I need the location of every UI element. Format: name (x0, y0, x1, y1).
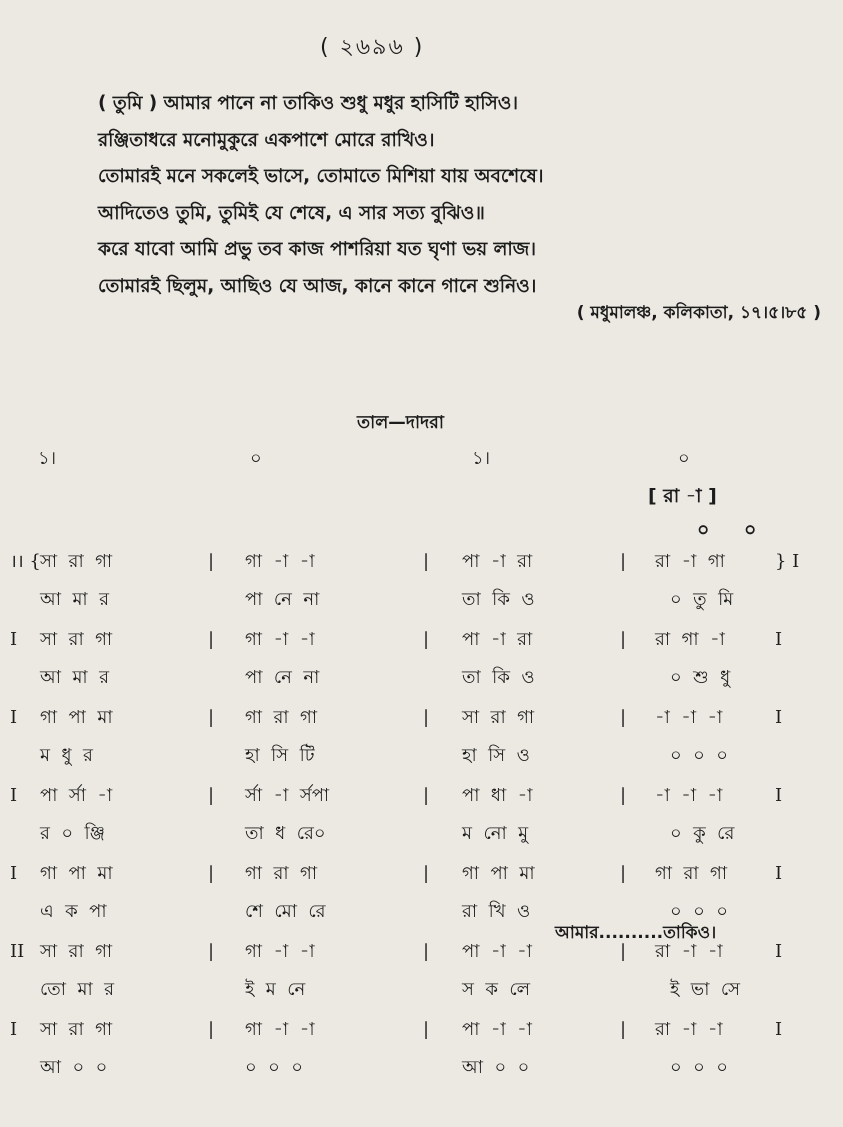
end-barline: I (775, 707, 783, 728)
lyric-group: আ ০ ০ (462, 1057, 530, 1078)
lyric-group: ০ শু ধু (670, 667, 731, 688)
barline: | (423, 941, 430, 962)
swara-group: গা -া -া (245, 1019, 315, 1040)
poem-line: করে যাবো আমি প্রভু তব কাজ পাশরিয়া যত ঘৃণা ভয় লাজ। (98, 239, 536, 260)
tal-heading: তাল—দাদরা (357, 413, 444, 433)
swara-group: গা পা মা (40, 863, 113, 884)
swara-group: গা রা গা (655, 863, 728, 884)
swara-group: পা ধা -া (462, 785, 533, 806)
swara-group: গা -া -া (245, 629, 315, 650)
lyric-group: আ মা র (40, 589, 109, 610)
lyric-group: ই ম নে (245, 979, 306, 1000)
notation-swara-row (0, 1016, 843, 1054)
notation-lyric-row (0, 820, 843, 860)
barline: | (620, 863, 627, 884)
lyric-group: তা কি ও (462, 589, 535, 610)
swara-group: সা রা গা (40, 1019, 113, 1040)
barline: | (620, 551, 627, 572)
barline: | (208, 551, 215, 572)
notation-lyric-row (0, 898, 843, 938)
lyric-group: পা নে না (245, 589, 320, 610)
lyric-group: রা খি ও (462, 901, 531, 922)
barline: | (620, 707, 627, 728)
lyric-group: ০ ০ ০ (670, 1057, 728, 1078)
swara-group: গা রা গা (245, 707, 318, 728)
notation-lyric-row (0, 586, 843, 626)
notation-lyric-row (0, 742, 843, 782)
barline: | (423, 863, 430, 884)
intro-marks: ০ ০ (697, 519, 771, 541)
lyric-group: হা সি ও (462, 745, 530, 766)
start-barline: ।। { (10, 551, 41, 572)
beat-marker: ০ (678, 448, 690, 469)
lyric-group: আ ০ ০ (40, 1057, 108, 1078)
swara-group: পা র্সা -া (40, 785, 113, 806)
intro-swara: [ রা -া ] (648, 485, 717, 507)
end-barline: I (775, 1019, 783, 1040)
notation-swara-row (0, 704, 843, 742)
lyric-group: ০ ০ ০ (670, 745, 728, 766)
notation-swara-row (0, 860, 843, 898)
barline: | (423, 707, 430, 728)
lyric-group: ম ধু র (40, 745, 93, 766)
lyric-group: পা নে না (245, 667, 320, 688)
lyric-group: স ক লে (462, 979, 531, 1000)
notation-lyric-row (0, 664, 843, 704)
lyric-group: ০ তু মি (670, 589, 734, 610)
lyric-group: ০ কু রে (670, 823, 735, 844)
lyric-group: হা সি টি (245, 745, 315, 766)
notation-swara-row (0, 626, 843, 664)
poem-source: ( মধুমালঞ্চ, কলিকাতা, ১৭।৫।৮৫ ) (576, 303, 821, 323)
lyric-group: ম নো মু (462, 823, 529, 844)
lyric-group: তো মা র (40, 979, 115, 1000)
swara-group: গা পা মা (462, 863, 535, 884)
swara-group: রা -া -া (655, 941, 723, 962)
notation-swara-row (0, 548, 843, 586)
lyric-group: এ ক পা (40, 901, 107, 922)
page-number: ( ২৬৯৬ ) (320, 35, 425, 60)
start-barline: I (10, 1019, 18, 1040)
swara-group: রা -া গা (655, 551, 725, 572)
lyric-group: ই ভা সে (670, 979, 741, 1000)
start-barline: I (10, 785, 18, 806)
poem-line: তোমারই ছিলুম, আছিও যে আজ, কানে কানে গানে শুনিও। (98, 275, 537, 297)
swara-group: পা -া রা (462, 629, 533, 650)
end-barline: } I (775, 551, 800, 572)
swara-group: সা রা গা (40, 629, 113, 650)
barline: | (208, 1019, 215, 1040)
lyric-group: ০ ০ ০ (670, 901, 728, 922)
barline: | (620, 629, 627, 650)
barline: | (423, 629, 430, 650)
poem-line: রঞ্জিতাধরে মনোমুকুরে একপাশে মোরে রাখিও। (98, 129, 435, 151)
poem-line: আদিতেও তুমি, তুমিই যে শেষে, এ সার সত্য বুঝিও॥ (98, 202, 485, 224)
poem-line: ( তুমি ) আমার পানে না তাকিও শুধু মধুর হাসিটি হাসিও। (98, 93, 518, 114)
start-barline: I (10, 863, 18, 884)
barline: | (620, 785, 627, 806)
barline: | (620, 1019, 627, 1040)
beat-marker: ০ (250, 448, 262, 469)
swara-group: পা -া রা (462, 551, 533, 572)
lyric-group: শে মো রে (245, 901, 326, 922)
poem-block (98, 86, 788, 305)
swara-group: পা -া -া (462, 1019, 532, 1040)
swara-group: রা গা -া (655, 629, 725, 650)
swara-group: -া -া -া (655, 707, 723, 728)
lyric-group: ০ ০ ০ (245, 1057, 303, 1078)
barline: | (208, 863, 215, 884)
barline: | (208, 629, 215, 650)
barline: | (423, 785, 430, 806)
notation-swara-row (0, 782, 843, 820)
lyric-group: তা ধ রে০ (245, 823, 326, 844)
swara-group: গা -া -া (245, 551, 315, 572)
start-barline: I (10, 629, 18, 650)
barline: | (620, 941, 627, 962)
lyric-group: র ০ ঞ্জি (40, 823, 106, 844)
swara-group: -া -া -া (655, 785, 723, 806)
lyric-group: আ মা র (40, 667, 109, 688)
barline: | (208, 941, 215, 962)
poem-line: তোমারই মনে সকলেই ভাসে, তোমাতে মিশিয়া যায় অবশেষে। (98, 166, 544, 187)
barline: | (208, 707, 215, 728)
barline: | (423, 1019, 430, 1040)
swara-group: গা রা গা (245, 863, 318, 884)
notation-lyric-row (0, 976, 843, 1016)
end-barline: I (775, 629, 783, 650)
end-barline: I (775, 941, 783, 962)
swara-group: সা রা গা (40, 941, 113, 962)
barline: | (208, 785, 215, 806)
refrain-note: আমার..........তাকিও। (555, 923, 717, 943)
swara-group: গা পা মা (40, 707, 113, 728)
swara-group: পা -া -া (462, 941, 532, 962)
notation-lyric-row (0, 1054, 843, 1094)
end-barline: I (775, 785, 783, 806)
swara-group: র্সা -া র্সপা (245, 785, 330, 806)
start-barline: II (10, 941, 25, 962)
beat-marker: ১। (472, 448, 491, 469)
swara-group: সা রা গা (40, 551, 113, 572)
barline: | (423, 551, 430, 572)
notation-table (0, 548, 843, 1094)
notation-swara-row (0, 938, 843, 976)
lyric-group: তা কি ও (462, 667, 535, 688)
end-barline: I (775, 863, 783, 884)
start-barline: I (10, 707, 18, 728)
swara-group: রা -া -া (655, 1019, 723, 1040)
swara-group: সা রা গা (462, 707, 535, 728)
beat-marker: ১। (38, 448, 57, 469)
swara-group: গা -া -া (245, 941, 315, 962)
